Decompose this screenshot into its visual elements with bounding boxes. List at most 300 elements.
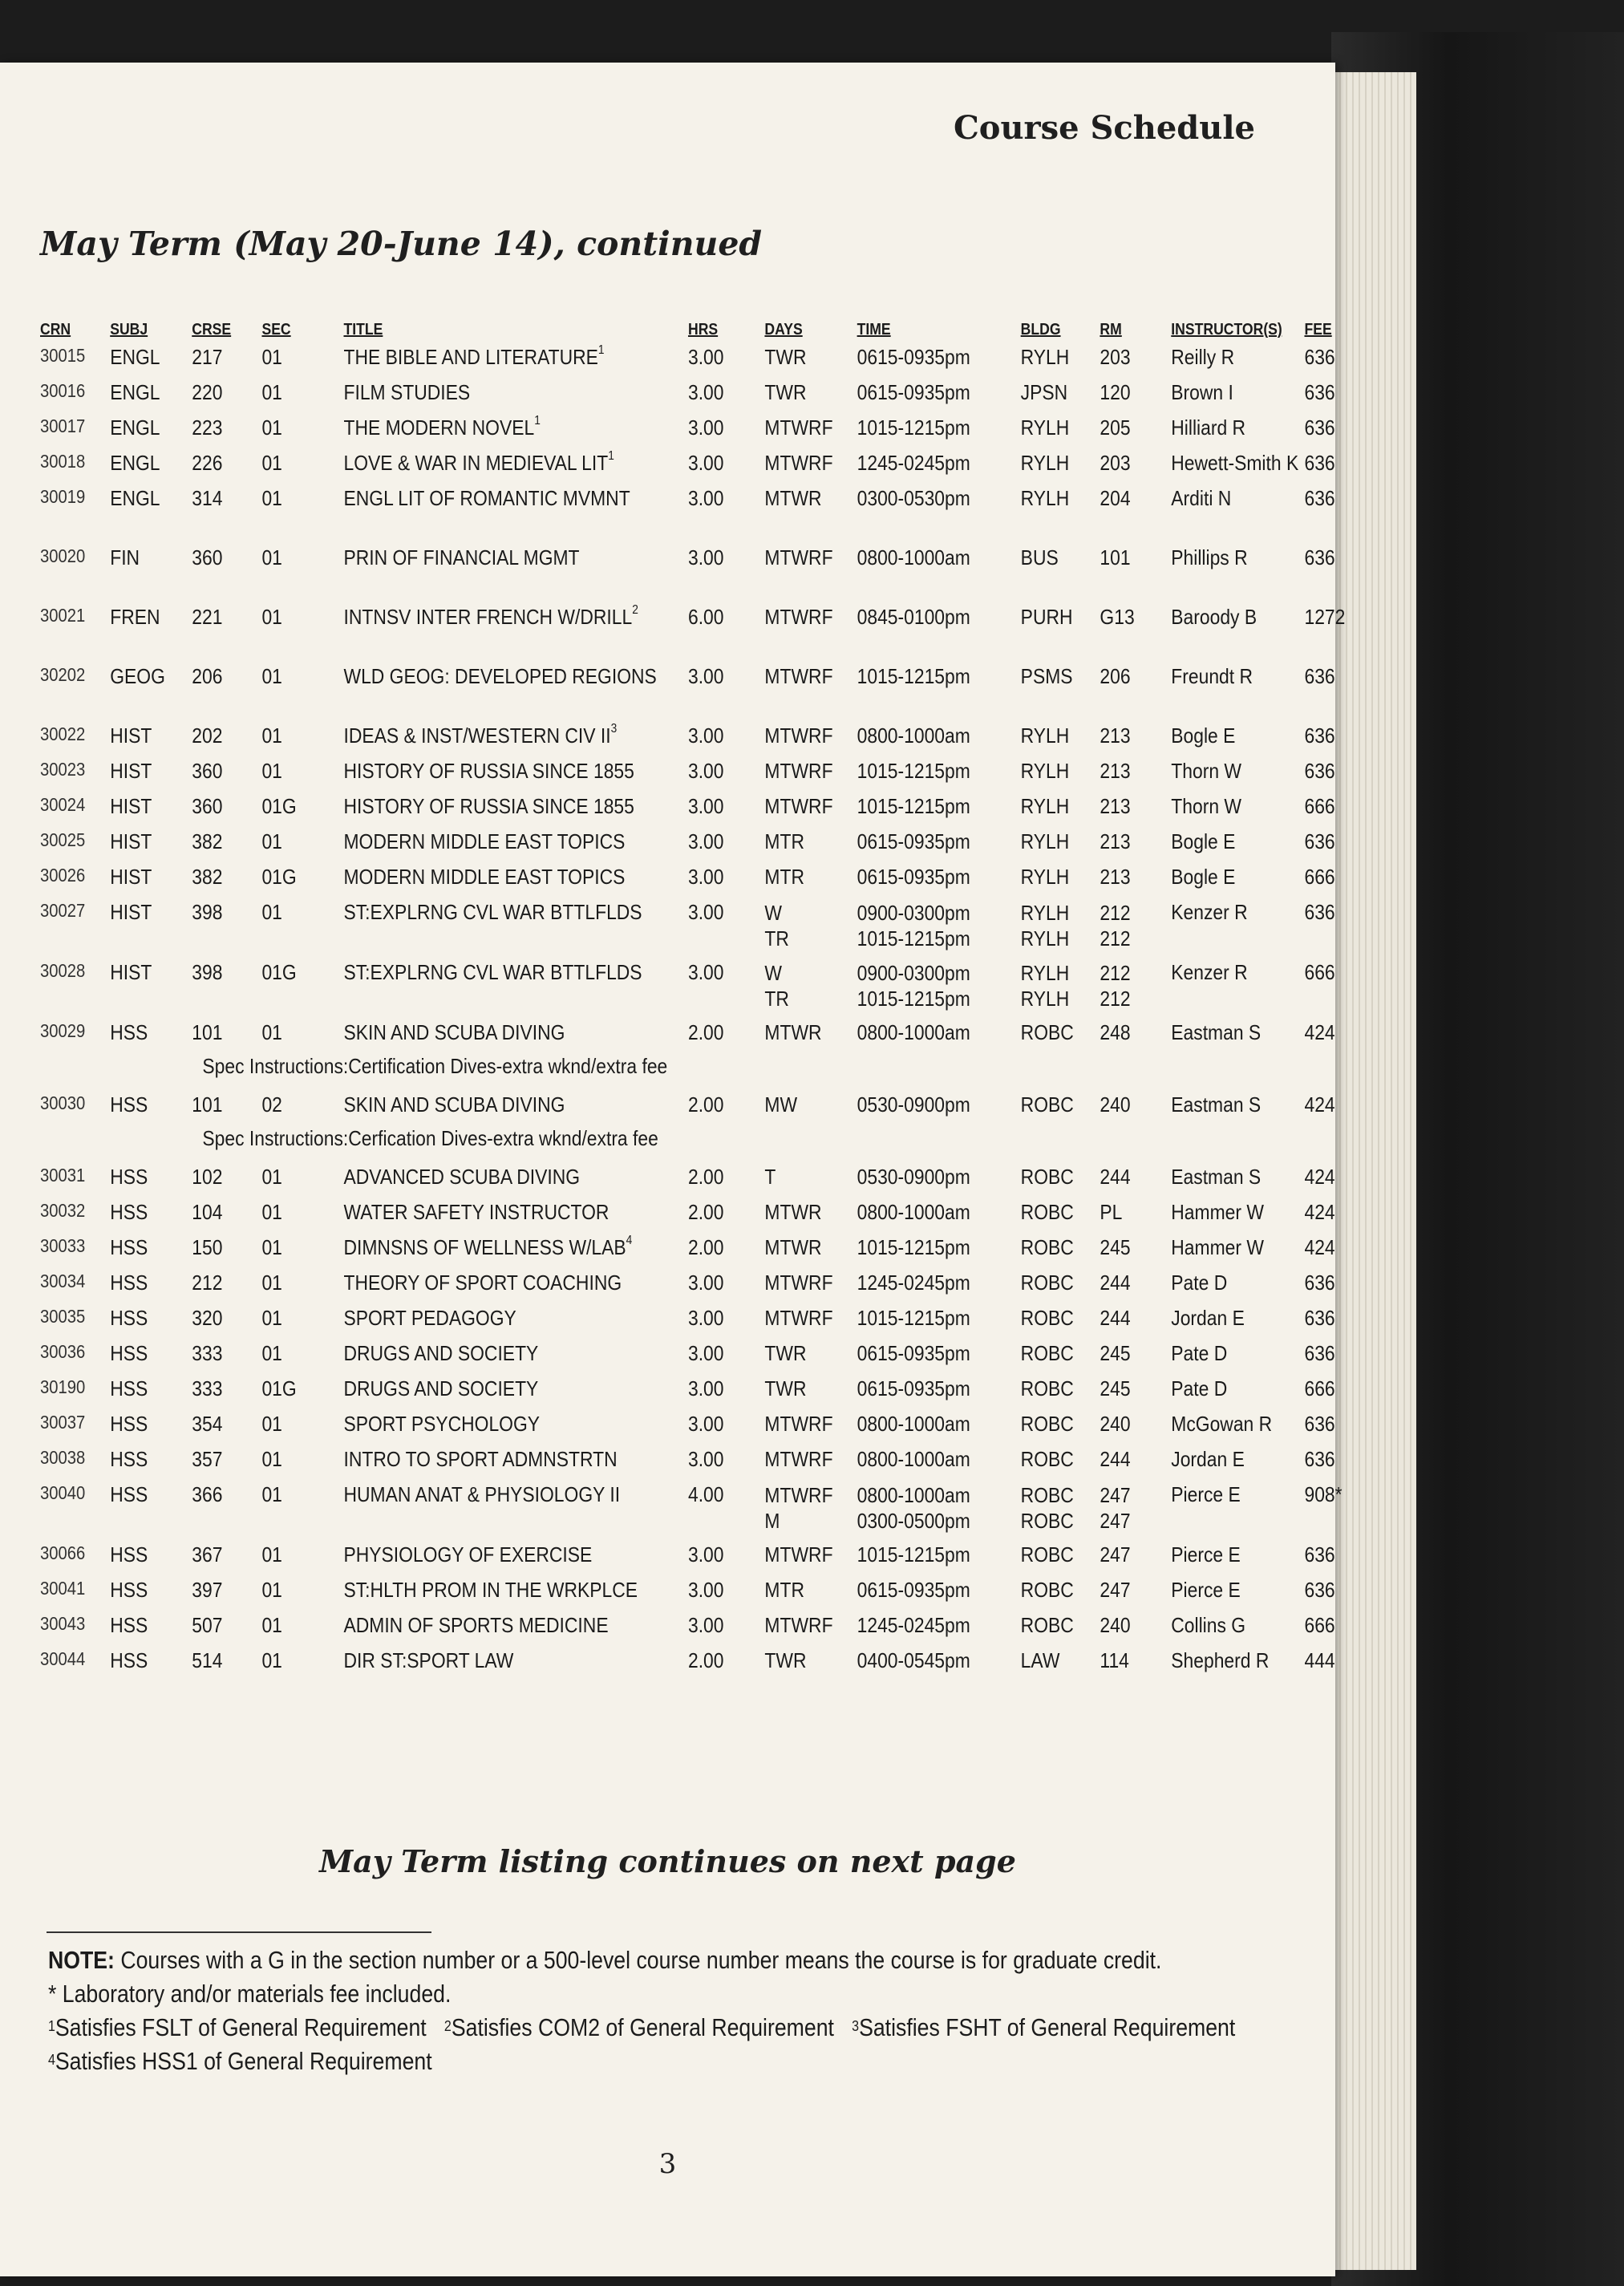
- cell-sec: 01: [261, 1648, 282, 1672]
- cell-crn: 30022: [40, 723, 86, 744]
- cell-title: [343, 1376, 538, 1401]
- cell-title: [343, 345, 604, 370]
- cell-sec: 01: [261, 1613, 282, 1637]
- table-body: [40, 343, 1346, 1684]
- cell-instr: Pate D: [1171, 1376, 1228, 1400]
- cell-days: MTWRF: [764, 723, 833, 748]
- cell-days-line1: W: [764, 901, 783, 925]
- cell-bldg: ROBC: [1020, 1613, 1074, 1637]
- cell-instr: Pierce E: [1171, 1542, 1241, 1567]
- cell-fee: 636: [1304, 664, 1335, 688]
- cell-time: 0530-0900pm: [857, 1092, 970, 1117]
- cell-crn: 30017: [40, 415, 86, 436]
- cell-fee: 424: [1304, 1200, 1335, 1224]
- cell-instr: Kenzer R: [1171, 960, 1248, 984]
- table-row: [40, 829, 1335, 865]
- table-row: [40, 1306, 1335, 1341]
- cell-subj: ENGL: [110, 415, 160, 440]
- cell-fee: 636: [1304, 1542, 1335, 1567]
- cell-subj: HSS: [110, 1542, 148, 1567]
- course-title: HISTORY OF RUSSIA SINCE 1855: [343, 759, 634, 783]
- column-header-subj: SUBJ: [110, 321, 148, 338]
- cell-title: [343, 829, 625, 854]
- cell-subj: FREN: [110, 605, 160, 629]
- table-row: [40, 1092, 1335, 1165]
- cell-instr: Freundt R: [1171, 664, 1253, 688]
- table-row: [40, 1165, 1335, 1200]
- course-title: PHYSIOLOGY OF EXERCISE: [343, 1542, 593, 1567]
- table-row: [40, 1412, 1335, 1447]
- course-title: ADVANCED SCUBA DIVING: [343, 1165, 581, 1189]
- cell-rm: 114: [1100, 1648, 1129, 1672]
- cell-crse: 220: [192, 380, 223, 404]
- cell-rm: 245: [1100, 1235, 1131, 1259]
- cell-days: T: [764, 1165, 776, 1189]
- cell-fee: 666: [1304, 865, 1335, 889]
- cell-time-line1: 0900-0300pm: [857, 961, 970, 985]
- cell-subj: ENGL: [110, 345, 160, 369]
- cell-crn: 30029: [40, 1020, 86, 1041]
- cell-crn: 30043: [40, 1613, 86, 1634]
- cell-rm: [1100, 1482, 1130, 1534]
- cell-fee: 636: [1304, 1341, 1335, 1365]
- cell-time: 1015-1215pm: [857, 1235, 970, 1259]
- cell-sec: 01: [261, 1412, 282, 1436]
- course-title: FILM STUDIES: [343, 380, 471, 404]
- cell-days: TWR: [764, 1376, 807, 1400]
- section-title: May Term (May 20-June 14), continued: [40, 225, 763, 263]
- cell-title: [343, 415, 540, 440]
- cell-time: 1245-0245pm: [857, 1613, 970, 1637]
- cell-title: [343, 723, 617, 748]
- cell-time: [857, 960, 970, 1011]
- cell-time: 0530-0900pm: [857, 1165, 970, 1189]
- cell-fee: 636: [1304, 1447, 1335, 1471]
- cell-bldg: ROBC: [1020, 1341, 1074, 1365]
- cell-instr: Arditi N: [1171, 486, 1232, 510]
- cell-rm: 244: [1100, 1165, 1131, 1189]
- cell-subj: HIST: [110, 865, 152, 889]
- course-title: SKIN AND SCUBA DIVING: [343, 1092, 565, 1117]
- footnote-marker: 1: [534, 414, 541, 428]
- cell-rm-line2: 247: [1100, 1509, 1131, 1533]
- cell-rm: 206: [1100, 664, 1131, 688]
- cell-bldg: RYLH: [1020, 486, 1070, 510]
- cell-days-line1: MTWRF: [764, 1483, 833, 1507]
- cell-rm: 101: [1100, 545, 1131, 569]
- cell-bldg-line1: RYLH: [1020, 901, 1070, 925]
- cell-time: 0845-0100pm: [857, 605, 970, 629]
- cell-sec: 01G: [261, 960, 297, 984]
- cell-subj: ENGL: [110, 380, 160, 404]
- cell-bldg: RYLH: [1020, 723, 1070, 748]
- table-row: [40, 759, 1335, 794]
- cell-time-line2: 1015-1215pm: [857, 987, 970, 1011]
- cell-bldg: RYLH: [1020, 829, 1070, 853]
- cell-hrs: 2.00: [687, 1200, 724, 1224]
- cell-time: 0400-0545pm: [857, 1648, 970, 1672]
- cell-rm: 244: [1100, 1271, 1131, 1295]
- cell-title: [343, 759, 634, 784]
- cell-fee: 1272: [1304, 605, 1346, 629]
- cell-days: MTWRF: [764, 1542, 833, 1567]
- cell-subj: HSS: [110, 1613, 148, 1637]
- cell-rm-line1: 212: [1100, 961, 1131, 985]
- cell-days: MTWRF: [764, 1613, 833, 1637]
- cell-rm-line2: 212: [1100, 987, 1131, 1011]
- cell-title: [343, 1306, 516, 1331]
- cell-subj: HIST: [110, 723, 152, 748]
- cell-days: MTWRF: [764, 1412, 833, 1436]
- cell-rm: 203: [1100, 451, 1131, 475]
- cell-rm: 213: [1100, 865, 1131, 889]
- cell-bldg: RYLH: [1020, 415, 1070, 440]
- column-header-days: DAYS: [764, 321, 803, 338]
- cell-crn: 30041: [40, 1578, 86, 1599]
- cell-crn: 30030: [40, 1092, 86, 1113]
- cell-days: MTWRF: [764, 1306, 833, 1330]
- course-title: IDEAS & INST/WESTERN CIV II: [343, 723, 611, 748]
- table-row: [40, 794, 1335, 829]
- cell-crse: 206: [192, 664, 223, 688]
- footnotes: [48, 1944, 1236, 2078]
- cell-crse: 382: [192, 829, 223, 853]
- cell-title: [343, 1200, 609, 1225]
- note-graduate: [48, 1944, 1162, 1977]
- course-title: ST:HLTH PROM IN THE WRKPLCE: [343, 1578, 638, 1602]
- note-label: NOTE:: [48, 1946, 115, 1974]
- req4: Satisfies HSS1 of General Requirement: [55, 2047, 432, 2075]
- course-title: LOVE & WAR IN MEDIEVAL LIT: [343, 451, 609, 475]
- cell-bldg: JPSN: [1020, 380, 1068, 404]
- cell-title: [343, 1235, 632, 1260]
- cell-sec: 02: [261, 1092, 282, 1117]
- cell-instr: Eastman S: [1171, 1165, 1262, 1189]
- cell-rm: 213: [1100, 829, 1131, 853]
- cell-fee: 636: [1304, 900, 1335, 924]
- cell-hrs: 3.00: [687, 1412, 724, 1436]
- cell-hrs: 3.00: [687, 794, 724, 818]
- cell-time: 0800-1000am: [857, 723, 970, 748]
- cell-rm: 247: [1100, 1542, 1131, 1567]
- cell-sec: 01G: [261, 1376, 297, 1400]
- cell-rm-line1: 212: [1100, 901, 1131, 925]
- cell-time: 1015-1215pm: [857, 415, 970, 440]
- cell-bldg-line2: ROBC: [1020, 1509, 1074, 1533]
- cell-hrs: 2.00: [687, 1092, 724, 1117]
- cell-rm-line2: 212: [1100, 926, 1131, 950]
- course-title: THE BIBLE AND LITERATURE: [343, 345, 598, 369]
- cell-instr: Hilliard R: [1171, 415, 1246, 440]
- cell-instr: Phillips R: [1171, 545, 1248, 569]
- cell-crse: 221: [192, 605, 223, 629]
- cell-fee: 636: [1304, 759, 1335, 783]
- column-header-time: TIME: [857, 321, 891, 338]
- cell-fee: 444: [1304, 1648, 1335, 1672]
- cell-crn: 30040: [40, 1482, 86, 1503]
- req3: Satisfies FSHT of General Requirement: [859, 2013, 1236, 2041]
- cell-crn: 30038: [40, 1447, 86, 1468]
- cell-crse: 354: [192, 1412, 223, 1436]
- cell-crse: 212: [192, 1271, 223, 1295]
- cell-crn: 30024: [40, 794, 86, 815]
- cell-crse: 333: [192, 1341, 223, 1365]
- cell-instr: Pierce E: [1171, 1578, 1241, 1602]
- cell-crse: 320: [192, 1306, 223, 1330]
- cell-sec: 01: [261, 1482, 282, 1506]
- cell-time: 0800-1000am: [857, 545, 970, 569]
- cell-hrs: 3.00: [687, 1341, 724, 1365]
- cell-subj: HIST: [110, 794, 152, 818]
- cell-days: MTWRF: [764, 664, 833, 688]
- cell-crse: 398: [192, 960, 223, 984]
- cell-time: 1015-1215pm: [857, 794, 970, 818]
- cell-fee: 424: [1304, 1235, 1335, 1259]
- cell-crse: 333: [192, 1376, 223, 1400]
- cell-title: [343, 1165, 580, 1190]
- cell-crn: 30016: [40, 380, 86, 401]
- cell-crn: 30028: [40, 960, 86, 981]
- cell-title: [343, 605, 638, 630]
- table-row: [40, 486, 1335, 521]
- note-requirement-4: $^4$Satisfies HSS1 of General Requirement: [48, 2047, 432, 2075]
- cell-crn: 30037: [40, 1412, 86, 1433]
- cell-subj: FIN: [110, 545, 140, 569]
- cell-title: [343, 380, 470, 405]
- table-row: [40, 865, 1335, 900]
- course-title: DRUGS AND SOCIETY: [343, 1341, 539, 1365]
- cell-rm: [1100, 900, 1130, 951]
- cell-bldg: ROBC: [1020, 1447, 1074, 1471]
- cell-crse: 150: [192, 1235, 223, 1259]
- cell-title: [343, 486, 630, 511]
- table-row: [40, 1271, 1335, 1306]
- cell-fee: 636: [1304, 723, 1335, 748]
- cell-time-line1: 0800-1000am: [857, 1483, 970, 1507]
- cell-days: MTWRF: [764, 605, 833, 629]
- cell-time: 0615-0935pm: [857, 1578, 970, 1602]
- continues-notice: May Term listing continues on next page: [319, 1843, 1016, 1879]
- cell-sec: 01: [261, 605, 282, 629]
- cell-bldg: ROBC: [1020, 1306, 1074, 1330]
- cell-days: MTR: [764, 829, 804, 853]
- cell-crse: 514: [192, 1648, 223, 1672]
- table-row: [40, 664, 1335, 699]
- cell-crn: 30032: [40, 1200, 86, 1221]
- page-number: 3: [658, 2148, 677, 2180]
- cell-fee: 636: [1304, 486, 1335, 510]
- cell-rm: 240: [1100, 1613, 1131, 1637]
- cell-title: [343, 794, 634, 819]
- footnote-marker: 2: [632, 603, 638, 617]
- cell-time: 0300-0530pm: [857, 486, 970, 510]
- cell-rm: 245: [1100, 1341, 1131, 1365]
- cell-days-line2: TR: [764, 987, 789, 1011]
- cell-time: 0615-0935pm: [857, 1376, 970, 1400]
- cell-days: MTWRF: [764, 545, 833, 569]
- cell-instr: Pate D: [1171, 1271, 1228, 1295]
- cell-title: [343, 664, 656, 689]
- cell-crn: 30026: [40, 865, 86, 886]
- cell-bldg: ROBC: [1020, 1376, 1074, 1400]
- cell-fee: 424: [1304, 1020, 1335, 1044]
- table-row: [40, 343, 1335, 380]
- cell-days: MTWRF: [764, 415, 833, 440]
- table-row: [40, 1234, 1335, 1271]
- cell-rm-line1: 247: [1100, 1483, 1131, 1507]
- column-header-fee: FEE: [1304, 321, 1332, 338]
- cell-hrs: 3.00: [687, 960, 724, 984]
- cell-hrs: 3.00: [687, 1542, 724, 1567]
- cell-fee: 424: [1304, 1092, 1335, 1117]
- cell-sec: 01: [261, 1542, 282, 1567]
- cell-crn: 30031: [40, 1165, 86, 1186]
- cell-crn: 30015: [40, 345, 86, 366]
- column-header-rm: RM: [1100, 321, 1122, 338]
- cell-instr: Thorn W: [1171, 759, 1241, 783]
- cell-title: [343, 1482, 620, 1507]
- cell-rm: PL: [1100, 1200, 1123, 1224]
- cell-subj: HSS: [110, 1376, 148, 1400]
- cell-title: [343, 1412, 540, 1437]
- cell-rm: 213: [1100, 723, 1131, 748]
- cell-bldg: LAW: [1020, 1648, 1060, 1672]
- table-row: [40, 1542, 1335, 1578]
- table-row: [40, 414, 1335, 451]
- cell-sec: 01: [261, 380, 282, 404]
- course-title: SPORT PEDAGOGY: [343, 1306, 516, 1330]
- cell-instr: Thorn W: [1171, 794, 1241, 818]
- cell-bldg: RYLH: [1020, 794, 1070, 818]
- column-header-crn: CRN: [40, 321, 71, 338]
- cell-hrs: 3.00: [687, 1376, 724, 1400]
- cell-crn: 30018: [40, 451, 86, 472]
- table-row: [40, 1482, 1343, 1542]
- cell-fee: 636: [1304, 345, 1335, 369]
- cell-hrs: 3.00: [687, 1578, 724, 1602]
- cell-title: [343, 1648, 513, 1673]
- special-instructions: Spec Instructions:Certification Dives-extra wknd/extra fee: [202, 1054, 668, 1078]
- cell-sec: 01: [261, 900, 282, 924]
- cell-sec: 01G: [261, 794, 297, 818]
- cell-crn: 30202: [40, 664, 86, 685]
- cell-rm: 240: [1100, 1092, 1131, 1117]
- footnote-marker: 3: [610, 722, 618, 736]
- cell-bldg: ROBC: [1020, 1165, 1074, 1189]
- column-header-sec: SEC: [261, 321, 291, 338]
- table-row: [40, 1341, 1335, 1376]
- cell-instr: Kenzer R: [1171, 900, 1248, 924]
- cell-bldg: [1021, 1482, 1074, 1534]
- course-title: WATER SAFETY INSTRUCTOR: [343, 1200, 610, 1224]
- cell-sec: 01: [261, 1447, 282, 1471]
- cell-subj: HIST: [110, 960, 152, 984]
- cell-bldg: PURH: [1020, 605, 1073, 629]
- cell-crse: 357: [192, 1447, 223, 1471]
- cell-time: 1015-1215pm: [857, 1306, 970, 1330]
- cell-sec: 01: [261, 1200, 282, 1224]
- cell-time: 0800-1000am: [857, 1447, 970, 1471]
- cell-bldg: [1021, 900, 1070, 951]
- cell-crse: 226: [192, 451, 223, 475]
- cell-fee: 636: [1304, 1578, 1335, 1602]
- cell-time: 0615-0935pm: [857, 829, 970, 853]
- column-header-title: TITLE: [343, 321, 383, 338]
- course-title: INTNSV INTER FRENCH W/DRILL: [343, 605, 633, 629]
- column-header-crse: CRSE: [192, 321, 232, 338]
- cell-instr: Pierce E: [1171, 1482, 1241, 1506]
- table-row: [40, 1613, 1335, 1648]
- cell-hrs: 2.00: [687, 1235, 724, 1259]
- table-row: [40, 900, 1335, 960]
- cell-fee: 636: [1304, 1412, 1335, 1436]
- cell-subj: HSS: [110, 1271, 148, 1295]
- cell-days: MTWR: [764, 1020, 822, 1044]
- cell-bldg: PSMS: [1020, 664, 1073, 688]
- cell-title: [343, 865, 625, 890]
- cell-rm: [1100, 960, 1130, 1011]
- cell-days: [764, 960, 789, 1011]
- course-title: DRUGS AND SOCIETY: [343, 1376, 539, 1400]
- cell-crn: 30023: [40, 759, 86, 780]
- cell-hrs: 3.00: [687, 865, 724, 889]
- cell-bldg-line2: RYLH: [1020, 987, 1070, 1011]
- cell-title: [343, 1613, 608, 1638]
- cell-instr: Hewett-Smith K: [1171, 451, 1299, 475]
- cell-days: TWR: [764, 1341, 807, 1365]
- cell-hrs: 3.00: [687, 900, 724, 924]
- cell-instr: Reilly R: [1171, 345, 1235, 369]
- cell-sec: 01: [261, 1165, 282, 1189]
- cell-crse: 104: [192, 1200, 223, 1224]
- cell-fee: 636: [1304, 1306, 1335, 1330]
- cell-crse: 223: [192, 415, 223, 440]
- cell-hrs: 3.00: [687, 1306, 724, 1330]
- cell-subj: HSS: [110, 1200, 148, 1224]
- cell-crse: 360: [192, 759, 223, 783]
- cell-time-line2: 1015-1215pm: [857, 926, 970, 950]
- cell-time: 1015-1215pm: [857, 664, 970, 688]
- cell-crn: 30020: [40, 545, 86, 566]
- cell-rm: 247: [1100, 1578, 1131, 1602]
- course-title: HUMAN ANAT & PHYSIOLOGY II: [343, 1482, 621, 1506]
- cell-crse: 217: [192, 345, 223, 369]
- cell-sec: 01G: [261, 865, 297, 889]
- cell-rm: 240: [1100, 1412, 1131, 1436]
- cell-hrs: 3.00: [687, 1447, 724, 1471]
- cell-rm: 244: [1100, 1447, 1131, 1471]
- cell-instr: Brown I: [1171, 380, 1233, 404]
- table-row: [40, 722, 1335, 759]
- cell-bldg: ROBC: [1020, 1542, 1074, 1567]
- cell-subj: GEOG: [110, 664, 165, 688]
- cell-crn: 30021: [40, 605, 86, 626]
- cell-bldg: ROBC: [1020, 1412, 1074, 1436]
- cell-hrs: 3.00: [687, 415, 724, 440]
- course-schedule-table: [40, 321, 1346, 1684]
- table-row: [40, 1578, 1335, 1613]
- cell-crn: 30190: [40, 1376, 86, 1397]
- footnote-rule: [47, 1931, 431, 1933]
- cell-title: [343, 1447, 617, 1472]
- cell-fee: 636: [1304, 1271, 1335, 1295]
- cell-time: 1245-0245pm: [857, 451, 970, 475]
- cell-title: [343, 1542, 592, 1567]
- cell-subj: HSS: [110, 1482, 148, 1506]
- cell-instr: Baroody B: [1171, 605, 1257, 629]
- cell-crse: 507: [192, 1613, 223, 1637]
- cell-subj: ENGL: [110, 451, 160, 475]
